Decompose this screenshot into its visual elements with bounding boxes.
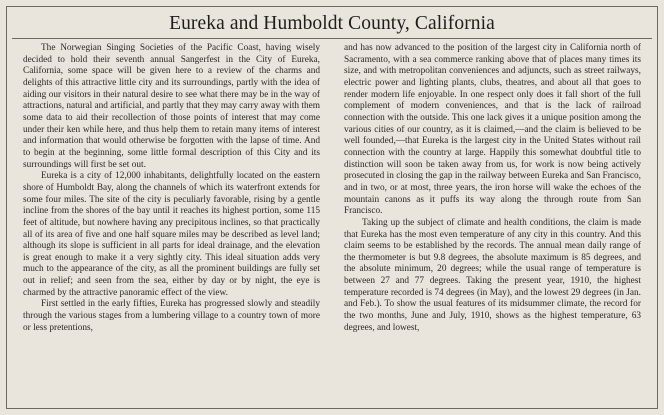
title-divider [12,38,652,39]
left-paragraph-3: First settled in the early fifties, Eureka has progressed slowly and steadily through the various stages from a lumbering village to a country town of more or less pretentions, [23,299,320,333]
article-title: Eureka and Humboldt County, California [169,13,495,34]
right-paragraph-1: and has now advanced to the position of the largest city in California north of Sacramento, with a sea commerce ranking above that of places many times its size, and with metropolitan conveniences and adjuncts, such as street railways, electric power and lighting plants, clubs, theatres, and about all that goes to render modern life enjoyable. In one respect only does it fall short of the full complement of modern conveniences, and that is the lack of railroad connection with the outside. This one lack gives it a unique position among the various cities of our country, as it is claimed,—and the claim is believed to be well founded,—that Eureka is the largest city in the United States without rail connection with the country at large. Happily this somewhat doubtful title to distinction will soon be taken away from us, for work is now being actively prosecuted in closing the gap in the railway between Eureka and San Francisco, and in two, or at most, three years, the iron horse will wake the echoes of the mountain canons as it puffs its way along the through route from San Francisco. [344,43,641,217]
right-column [344,43,641,334]
left-paragraph-2: Eureka is a city of 12,000 inhabitants, delightfully located on the eastern shore of Humboldt Bay, along the channels of which its waterfront extends for some four miles. The site of the city is peculiarly favorable, rising by a gentle incline from the shores of the bay until it reaches its highest portion, some 115 feet of altitude, but nowhere having any precipitous inclines, so that practically all of its area of five and one half square miles may be described as level land; although its slope is sufficient in all parts for ideal drainage, and the elevation is great enough to make it a very sightly city. This ideal situation adds very much to the appearance of the city, as all the prominent buildings are fully set out in relief; and seen from the sea, either by day or by night, the eye is charmed by the attractive panoramic effect of the view. [23,171,320,298]
right-paragraph-2: Taking up the subject of climate and health conditions, the claim is made that Eureka has the most even temperature of any city in this country. And this claim seems to be established by the records. The annual mean daily range of the thermometer is but 9.8 degrees, the absolute maximum is 85 degrees, and the absolute minimum, 20 degrees; while the usual range of temperature is between 27 and 77 degrees. Taking the present year, 1910, the highest temperature recorded is 74 degrees (in May), and the lowest 29 degrees (in Jan. and Feb.). To show the usual features of its midsummer climate, the record for the two months, June and July, 1910, shows as the highest temperature, 63 degrees, and lowest, [344,217,641,333]
left-column [23,43,320,334]
left-paragraph-1: The Norwegian Singing Societies of the Pacific Coast, having wisely decided to hold their seventh annual Sangerfest in the City of Eureka, California, some space will be given here to a review of the charms and delights of this attractive little city and its surroundings, partly with the idea of aiding our visitors in their natural desire to see what there may be in the way of attractions, natural and artificial, and partly that they may carry away with them some data to aid their recollection of those points of interest that may come under their ken while here, and thus help them to retain many items of interest and information that would otherwise be forgotten with the lapse of time. And to begin at the beginning, some little formal description of this City and its surroundings will first be set out. [23,43,320,170]
